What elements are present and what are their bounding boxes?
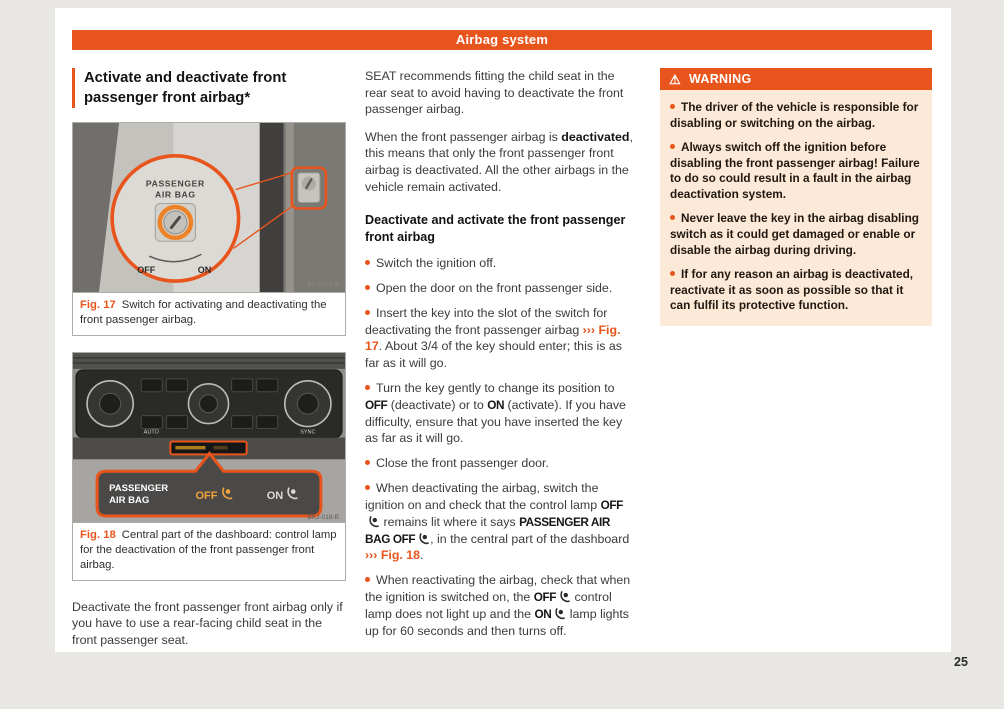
airbag-indicator-icon: [559, 589, 570, 601]
bullet-dot: [365, 485, 370, 490]
figure-17-label: Fig. 17: [80, 299, 116, 312]
figure-17-caption: [73, 293, 345, 335]
fig18-off-lamp-label: OFF: [195, 490, 218, 503]
paragraph-deactivated: When the front passenger airbag is deactivated, this means that only the front passenger front airbag is deactivated. All the other airbags in the vehicle remain activated.: [365, 129, 633, 194]
figure-18-label: Fig. 18: [80, 529, 116, 542]
bullet-dot: [670, 144, 675, 149]
figure-17: [72, 122, 346, 336]
paragraph-recommend: SEAT recommends fitting the child seat in the rear seat to avoid having to deactivate the front passenger airbag.: [365, 69, 624, 117]
figure-18-caption: [73, 523, 345, 580]
bullet-reactivate-check: When reactivating the airbag, check that when the ignition is switched on, the OFF control lamp does not light up and the ON lamp lights up for 60 seconds and then turns off.: [365, 573, 631, 638]
bullet-switch-ignition-off: Switch the ignition off.: [365, 255, 637, 272]
left-paragraph: Deactivate the front passenger front airbag only if you have to use a rear-facing child seat in the front passenger seat.: [72, 599, 343, 647]
subheading-deactivate-activate: Deactivate and activate the front passenger front airbag: [365, 213, 626, 244]
middle-column: [365, 68, 637, 648]
warning-box: [660, 68, 932, 326]
fig17-callout: [112, 156, 238, 281]
airbag-indicator-icon: [418, 531, 429, 543]
page-header-title: Airbag system: [455, 32, 549, 47]
figure-18-caption-text: Central part of the dashboard: control lamp for the deactivation of the front passenger front airbag.: [80, 529, 337, 571]
fig18-auto-label: AUTO: [143, 429, 159, 436]
bullet-dot: [365, 385, 370, 390]
page-header: [72, 30, 932, 50]
airbag-indicator-icon: [554, 606, 565, 618]
warning-title: WARNING: [688, 72, 752, 86]
bullet-dot: [670, 104, 675, 109]
bullet-dot: [670, 215, 675, 220]
fig18-indicator-label-2: AIR BAG: [109, 495, 150, 507]
bullet-dot: [365, 285, 370, 290]
bullet-dot: [365, 260, 370, 265]
right-column: [660, 68, 932, 326]
bullet-dot: [365, 460, 370, 465]
bullet-dot: [670, 271, 675, 276]
bullet-insert-key: Insert the key into the slot of the switch for deactivating the front passenger airbag ››› Fig. 17. About 3/4 of the key should enter; this is as far as it will go.: [365, 306, 622, 371]
bullet-open-door: Open the door on the front passenger side.: [365, 280, 637, 297]
fig18-indicator-label-1: PASSENGER: [109, 483, 169, 495]
fig18-code: BKJ-018-B: [307, 514, 339, 522]
fig17-switch-label-2: AIR BAG: [155, 189, 196, 200]
fig18-right-knob: [285, 381, 331, 427]
bullet-turn-key: Turn the key gently to change its position to OFF (deactivate) or to ON (activate). If you have difficulty, ensure that you have inserted the key as far as it will go.: [365, 381, 626, 446]
left-column: [72, 68, 346, 660]
fig17-on-label: ON: [197, 265, 212, 276]
figure-17-image: [73, 123, 345, 293]
fig17-code: BKJ-016-B: [307, 281, 339, 289]
warning-item-driver-responsibility: The driver of the vehicle is responsible for disabling or switching on the airbag.: [670, 100, 919, 130]
warning-item-never-leave-key: Never leave the key in the airbag disabling switch as it could get damaged or enable or disable the airbag during driving.: [670, 211, 919, 257]
fig17-off-label: OFF: [137, 265, 156, 276]
warning-header: [660, 68, 932, 90]
fig18-left-knob: [87, 381, 133, 427]
warning-item-reactivate-asap: If for any reason an airbag is deactivated, reactivate it as soon as possible so that it can fulfil its protective function.: [670, 267, 914, 313]
figure-18: [72, 352, 346, 581]
page-sheet: [55, 8, 951, 652]
figure-17-caption-text: Switch for activating and deactivating the front passenger airbag.: [80, 299, 327, 327]
fig17-photo: [73, 123, 345, 292]
fig18-center-knob: [188, 384, 228, 424]
bullet-dot: [365, 310, 370, 315]
bullet-close-door: Close the front passenger door.: [365, 455, 637, 472]
warning-item-switch-off-ignition: Always switch off the ignition before disabling the front passenger airbag! Failure to do so could result in a fault in the airbag deactivation system.: [670, 140, 920, 201]
bullet-check-off-lamp: When deactivating the airbag, switch the ignition on and check that the control lamp OFF remains lit where it says PASSENGER AIR BAG OFF , in the central part of the dashboard ››› Fig. 18.: [365, 481, 630, 563]
fig18-photo: [73, 353, 345, 522]
fig18-sync-label: SYNC: [300, 429, 316, 436]
page-number: 25: [954, 655, 968, 669]
warning-body: [660, 90, 932, 326]
fig17-switch-label-1: PASSENGER: [145, 178, 205, 189]
airbag-indicator-icon: [368, 514, 379, 526]
figure-18-image: [73, 353, 345, 523]
warning-triangle-icon: ⚠: [669, 71, 681, 87]
bullet-dot: [365, 577, 370, 582]
fig18-on-lamp-label: ON: [266, 490, 284, 503]
section-title: Activate and deactivate front passenger front airbag*: [72, 68, 346, 108]
